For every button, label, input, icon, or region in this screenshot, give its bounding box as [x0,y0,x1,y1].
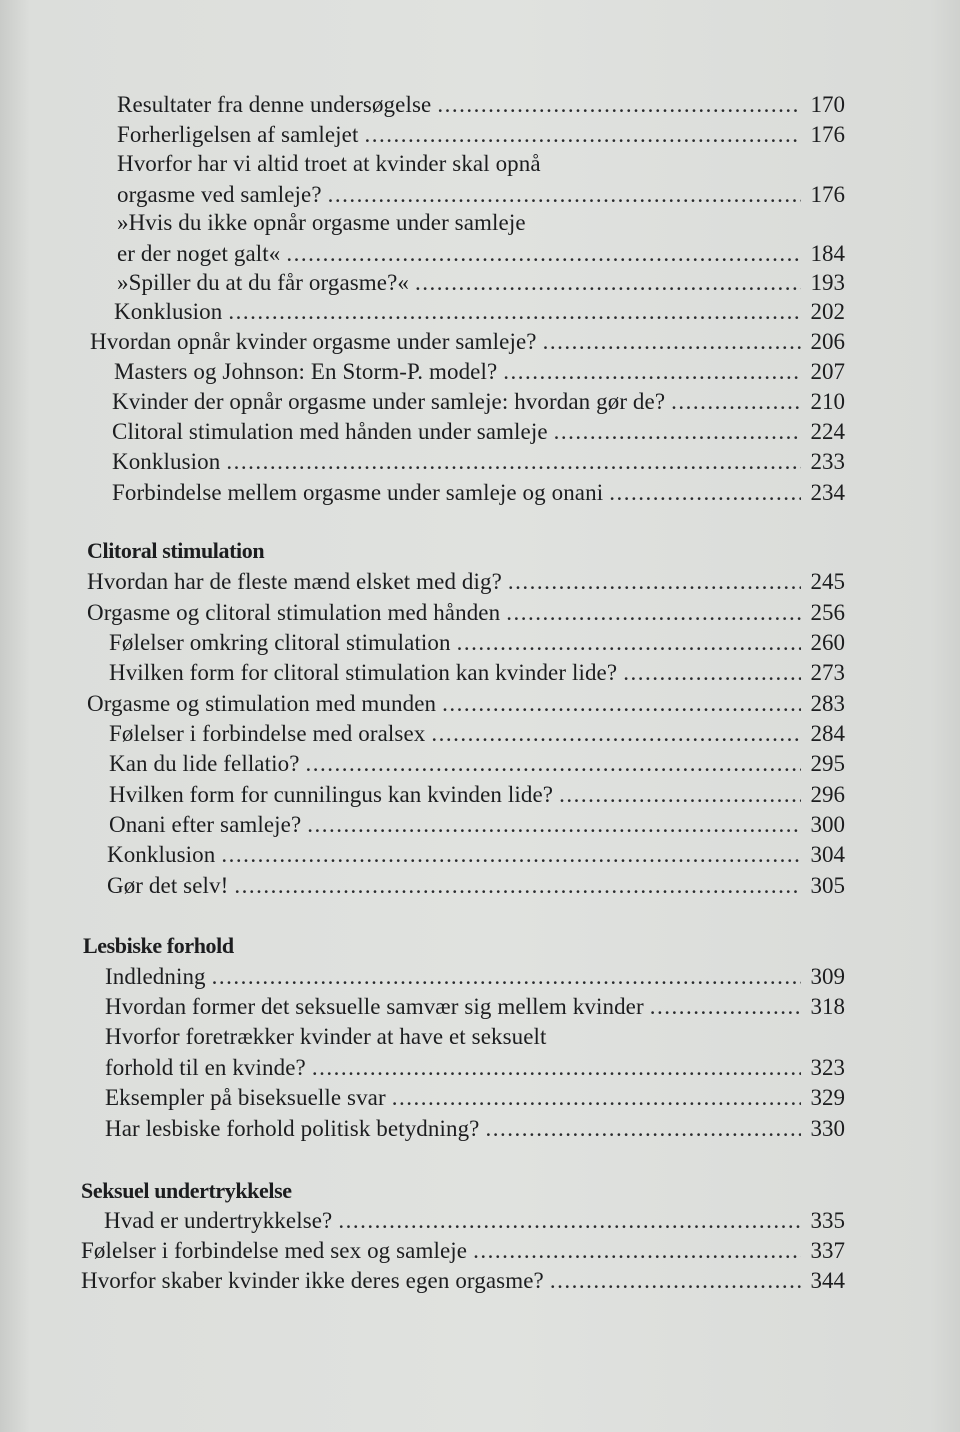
dot-leader [508,567,801,597]
toc-entry-title: Clitoral stimulation med hånden under samleje [112,419,548,444]
toc-entry-page: 256 [810,600,845,625]
toc-entry [117,90,845,120]
dot-leader [226,447,801,477]
toc-entry-title: »Spiller du at du får orgasme?« [117,270,410,295]
toc-entry [107,871,845,901]
toc-entry-title: Forbindelse mellem orgasme under samleje og onani [112,480,604,505]
toc-entry-title: Onani efter samleje? [109,812,302,837]
toc-entry-page: 202 [810,299,845,324]
dot-leader [554,417,801,447]
toc-entry-page: 284 [810,721,845,746]
toc-entry-title: Konklusion [107,842,216,867]
toc-entry [81,1236,845,1266]
toc-entry-page: 309 [810,964,845,989]
dot-leader [221,840,801,870]
toc-entry-page: 344 [810,1268,845,1293]
toc-entry [117,268,845,298]
section-heading: Clitoral stimulation [87,538,265,563]
toc-entry-page: 260 [810,630,845,655]
toc-entry-page: 273 [810,660,845,685]
toc-entry [117,180,845,210]
dot-leader [338,1206,801,1236]
dot-leader [328,180,801,210]
toc-entry-line [117,208,526,238]
toc-entry-title: Orgasme og clitoral stimulation med hånden [87,600,501,625]
toc-entry [109,749,845,779]
toc-entry-page: 176 [810,182,845,207]
toc-entry-title: Hvordan former det seksuelle samvær sig mellem kvinder [105,994,644,1019]
dot-leader [364,120,801,150]
toc-entry-page: 304 [810,842,845,867]
toc-entry-title: Forherligelsen af samlejet [117,122,359,147]
toc-entry-page: 176 [810,122,845,147]
toc-entry [114,357,845,387]
dot-leader [559,780,801,810]
dot-leader [609,478,801,508]
toc-entry [87,567,845,597]
toc-entry-page: 184 [810,241,845,266]
dot-leader [392,1083,801,1113]
toc-entry-title: Hvorfor har vi altid troet at kvinder skal opnå [117,151,541,176]
toc-entry [105,992,845,1022]
toc-entry-page: 337 [810,1238,845,1263]
toc-entry-title: Har lesbiske forhold politisk betydning? [105,1116,480,1141]
section-heading: Lesbiske forhold [83,933,234,958]
toc-entry-title: Orgasme og stimulation med munden [87,691,437,716]
toc-entry-title: er der noget galt« [117,241,281,266]
toc-entry-title: »Hvis du ikke opnår orgasme under samleje [117,210,526,235]
toc-entry [112,417,845,447]
dot-leader [212,962,801,992]
dot-leader [306,749,801,779]
toc-entry-title: Kvinder der opnår orgasme under samleje: hvordan gør de? [112,389,666,414]
toc-entry-page: 206 [810,329,845,354]
dot-leader [415,268,801,298]
toc-entry [114,297,845,327]
toc-entry-title: Hvorfor foretrækker kvinder at have et seksuelt [105,1024,547,1049]
toc-entry-title: Konklusion [112,449,221,474]
toc-entry [109,658,845,688]
dot-leader [312,1053,801,1083]
toc-entry [105,962,845,992]
toc-entry-page: 335 [810,1208,845,1233]
toc-entry-page: 245 [810,569,845,594]
toc-entry [109,628,845,658]
dot-leader [286,239,801,269]
dot-leader [543,327,801,357]
toc-entry-page: 224 [810,419,845,444]
toc-entry-page: 300 [810,812,845,837]
toc-entry [87,598,845,628]
toc-entry-title: Hvad er undertrykkelse? [104,1208,333,1233]
toc-entry [81,1266,845,1296]
toc-entry-title: orgasme ved samleje? [117,182,322,207]
toc-entry [107,840,845,870]
dot-leader [503,357,801,387]
toc-entry-page: 234 [810,480,845,505]
toc-entry-title: Masters og Johnson: En Storm-P. model? [114,359,498,384]
toc-entry-title: Hvordan har de fleste mænd elsket med dig? [87,569,502,594]
toc-entry-title: Resultater fra denne undersøgelse [117,92,432,117]
toc-entry-page: 329 [810,1085,845,1110]
toc-entry [109,810,845,840]
toc-entry-title: Hvilken form for clitoral stimulation kan kvinder lide? [109,660,618,685]
dot-leader [228,297,801,327]
toc-entry-page: 330 [810,1116,845,1141]
dot-leader [431,719,801,749]
dot-leader [437,90,801,120]
dot-leader [550,1266,801,1296]
toc-entry-page: 323 [810,1055,845,1080]
dot-leader [442,689,801,719]
toc-entry-page: 210 [810,389,845,414]
toc-entry-page: 193 [810,270,845,295]
toc-entry [105,1083,845,1113]
dot-leader [671,387,801,417]
toc-entry-page: 283 [810,691,845,716]
toc-entry-title: Følelser i forbindelse med sex og samleje [81,1238,468,1263]
toc-entry-title: Kan du lide fellatio? [109,751,300,776]
toc-entry [105,1053,845,1083]
toc-entry-line [105,1022,547,1052]
toc-entry-page: 305 [810,873,845,898]
toc-entry-page: 170 [810,92,845,117]
dot-leader [457,628,801,658]
dot-leader [234,871,801,901]
toc-entry-line [117,149,541,179]
toc-entry-page: 295 [810,751,845,776]
toc-entry-title: Indledning [105,964,206,989]
toc-entry-title: Hvordan opnår kvinder orgasme under samleje? [90,329,537,354]
toc-entry [117,120,845,150]
toc-entry [112,478,845,508]
toc-entry-title: Konklusion [114,299,223,324]
toc-entry [87,689,845,719]
dot-leader [473,1236,801,1266]
toc-entry-title: Gør det selv! [107,873,229,898]
toc-entry [90,327,845,357]
dot-leader [506,598,801,628]
toc-entry-title: forhold til en kvinde? [105,1055,306,1080]
dot-leader [623,658,801,688]
toc-entry-title: Følelser omkring clitoral stimulation [109,630,451,655]
toc-entry [105,1114,845,1144]
toc-entry [117,239,845,269]
toc-entry-page: 318 [810,994,845,1019]
toc-entry [104,1206,845,1236]
toc-entry [112,387,845,417]
toc-entry-title: Eksempler på biseksuelle svar [105,1085,386,1110]
toc-entry-title: Hvorfor skaber kvinder ikke deres egen orgasme? [81,1268,544,1293]
toc-entry [109,719,845,749]
toc-entry-title: Følelser i forbindelse med oralsex [109,721,426,746]
dot-leader [650,992,801,1022]
toc-entry [112,447,845,477]
toc-entry-page: 207 [810,359,845,384]
toc-entry-title: Hvilken form for cunnilingus kan kvinden lide? [109,782,554,807]
toc-entry-page: 296 [810,782,845,807]
toc-entry-page: 233 [810,449,845,474]
dot-leader [486,1114,802,1144]
toc-entry [109,780,845,810]
dot-leader [307,810,801,840]
section-heading: Seksuel undertrykkelse [81,1178,292,1203]
